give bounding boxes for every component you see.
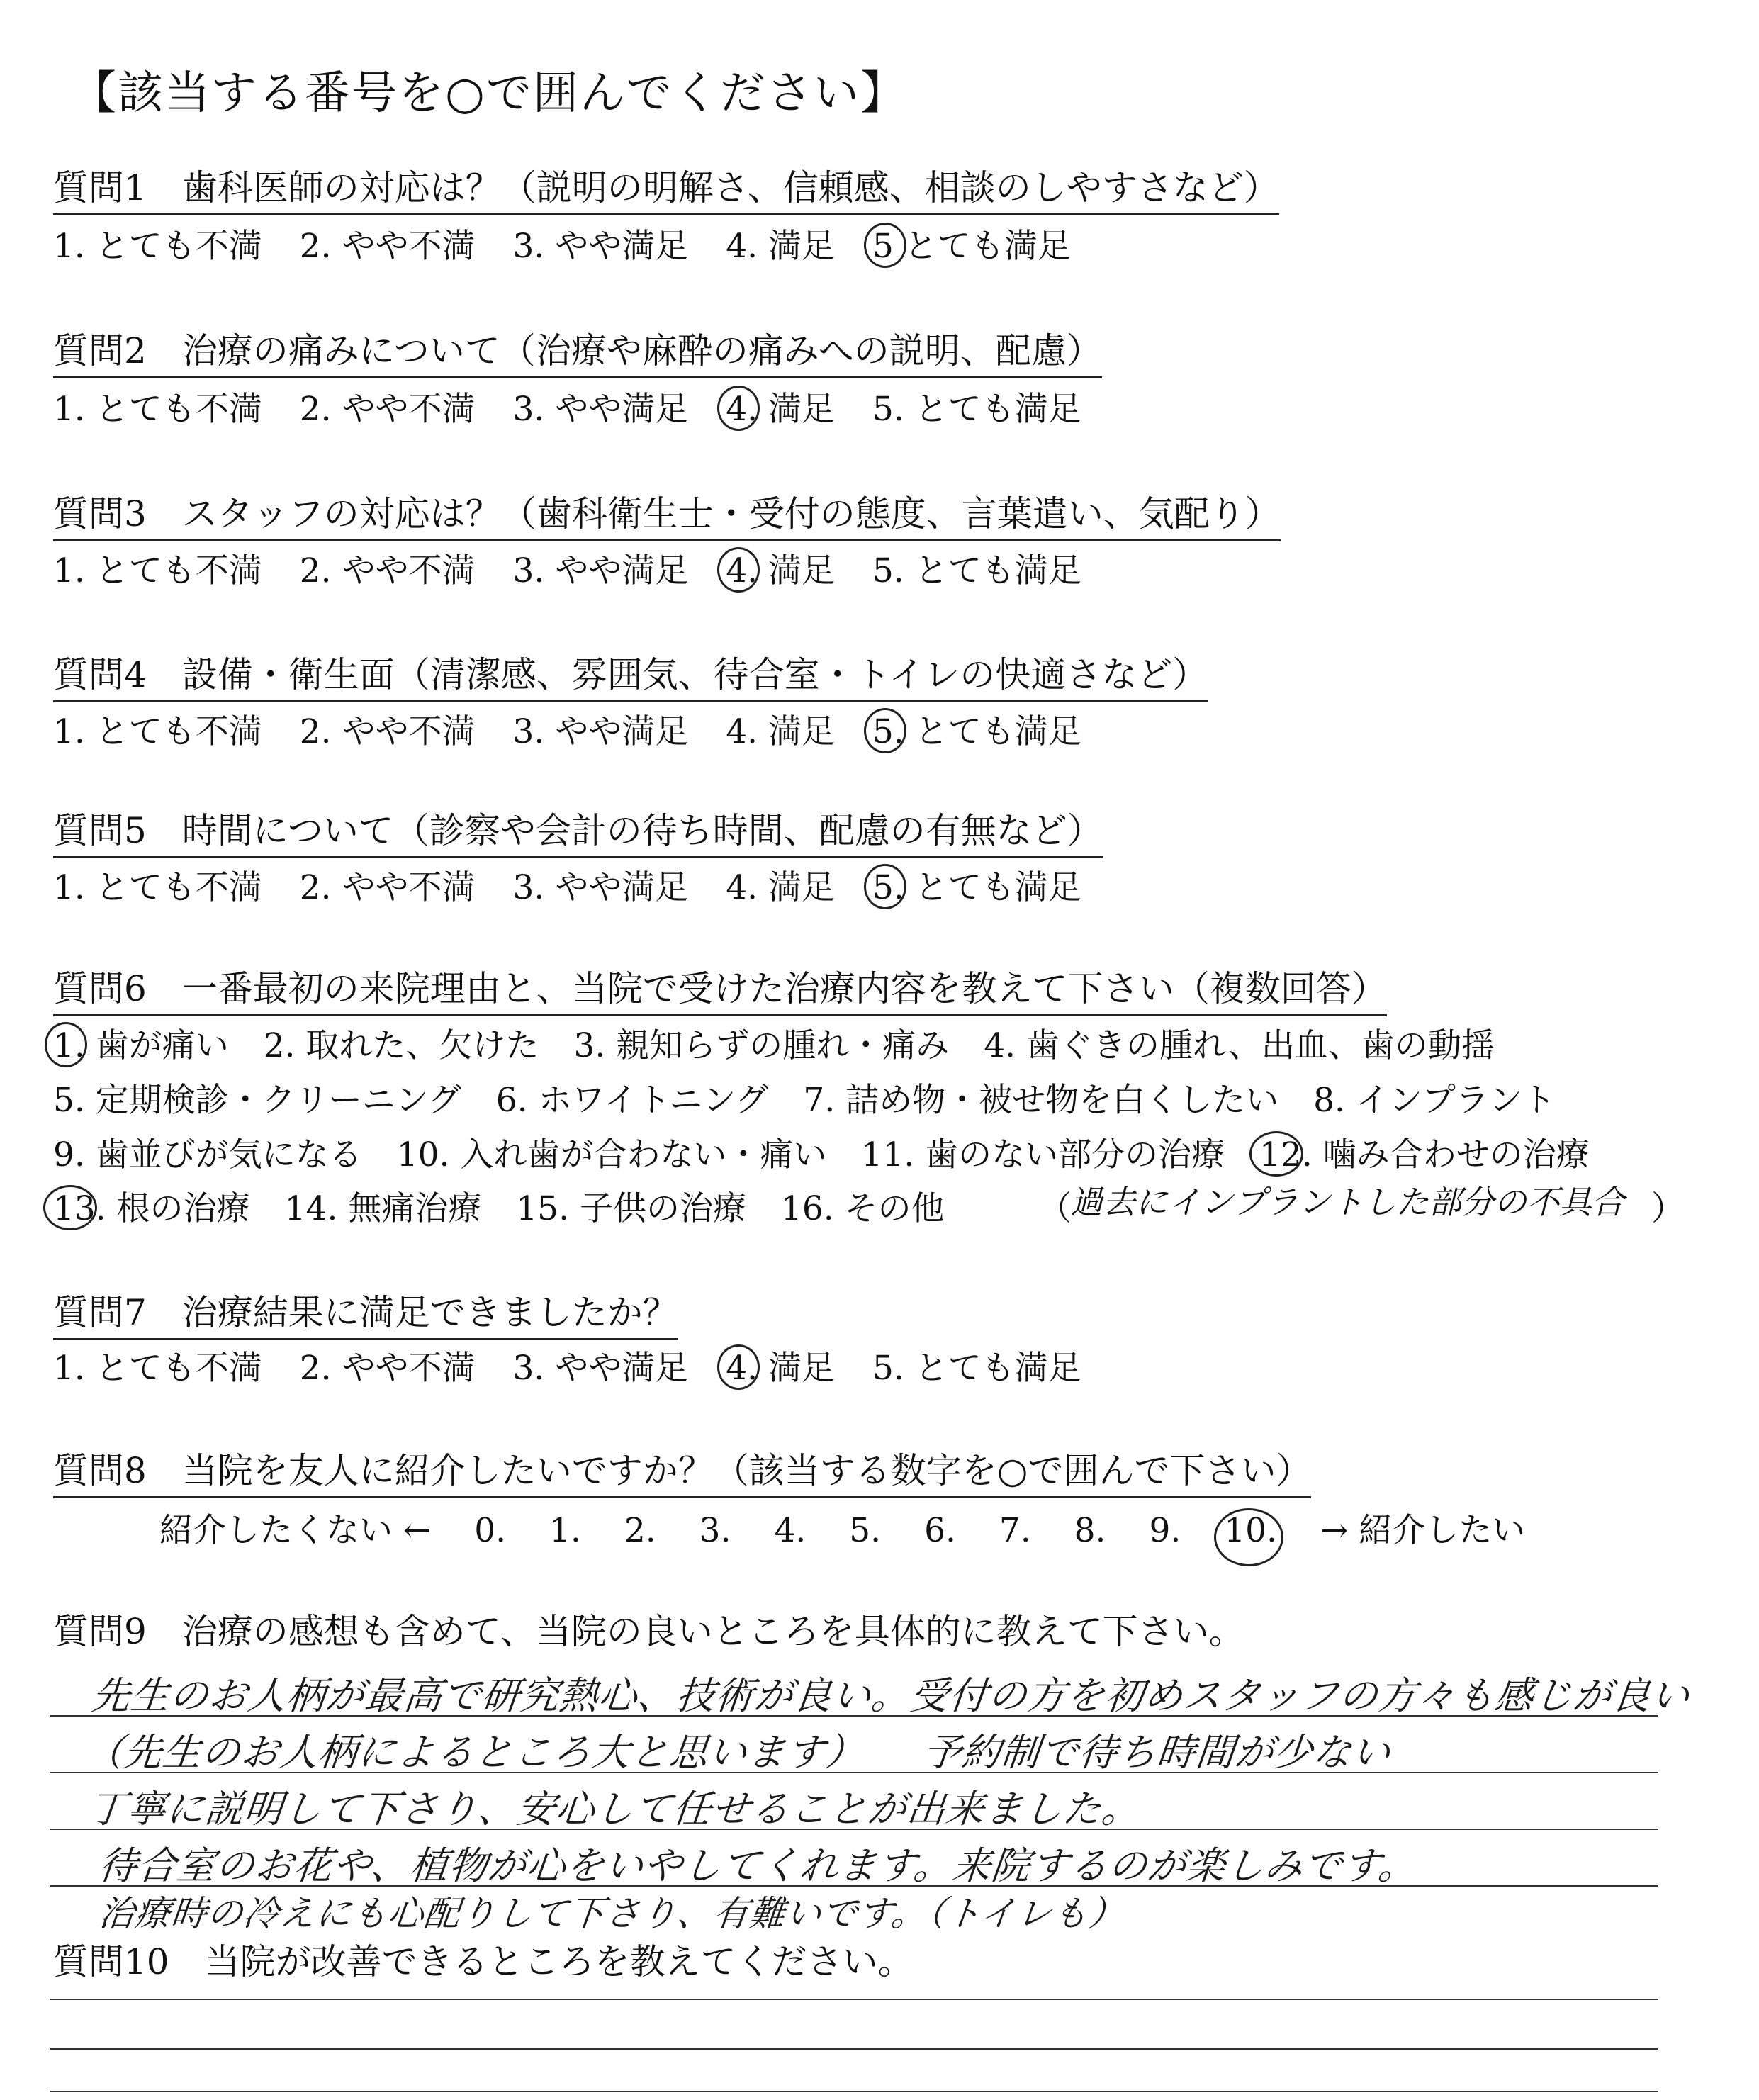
q6-option-6[interactable]: 6. ホワイトニング <box>495 1081 769 1120</box>
q6-option-3[interactable]: 3. 親知らずの腫れ・痛み <box>573 1026 950 1065</box>
q8-text: 当院を友人に紹介したいですか？（該当する数字を○で囲んで下さい） <box>181 1450 1312 1491</box>
q2-option-2[interactable]: 2. やや不満 <box>299 390 476 429</box>
q8-option-0[interactable]: 0. <box>474 1511 507 1550</box>
q6-row-3 <box>53 1128 1614 1176</box>
q1-label: 質問1 <box>53 167 147 208</box>
q10-answer-line-3[interactable] <box>50 2091 1658 2092</box>
q4-heading <box>53 646 1208 702</box>
q9-answer-text-5[interactable]: 治療時の冷えにも心配りして下さり、有難いです。（トイレも） <box>96 1893 1128 1934</box>
q6-option-14[interactable]: 14. 無痛治療 <box>284 1189 482 1228</box>
q7-option-5[interactable]: 5. とても満足 <box>872 1349 1081 1388</box>
q1-option-1[interactable]: 1. とても不満 <box>53 227 262 266</box>
q6-option-13-selected[interactable]: 13. 根の治療 <box>53 1182 250 1230</box>
q5-option-4[interactable]: 4. 満足 <box>726 868 836 907</box>
q4-option-1[interactable]: 1. とても不満 <box>53 712 262 751</box>
q6-option-4[interactable]: 4. 歯ぐきの腫れ、出血、歯の動揺 <box>984 1026 1495 1065</box>
q9-heading <box>53 1603 1244 1654</box>
q3-text: スタッフの対応は？（歯科衛生士・受付の態度、言葉遣い、気配り） <box>181 493 1281 534</box>
q2-option-5[interactable]: 5. とても満足 <box>872 390 1081 429</box>
q8-option-2[interactable]: 2. <box>624 1511 656 1550</box>
q6-option-11[interactable]: 11. 歯のない部分の治療 <box>861 1135 1225 1174</box>
q8-option-5[interactable]: 5. <box>849 1511 882 1550</box>
q8-option-3[interactable]: 3. <box>699 1511 731 1550</box>
q8-option-8[interactable]: 8. <box>1074 1511 1106 1550</box>
q2-option-1[interactable]: 1. とても不満 <box>53 390 262 429</box>
q8-label: 質問8 <box>53 1450 147 1491</box>
q8-option-10-selected[interactable]: 10. <box>1224 1511 1277 1550</box>
q5-options <box>53 861 1108 909</box>
q10-answer-line-1[interactable] <box>50 1999 1658 2000</box>
q5-option-5-selected[interactable]: 5. とても満足 <box>872 861 1081 909</box>
q1-text: 歯科医師の対応は？（説明の明解さ、信頼感、相談のしやすさなど） <box>181 167 1279 208</box>
q3-option-5[interactable]: 5. とても満足 <box>872 551 1081 590</box>
q6-row-4 <box>53 1182 969 1230</box>
q6-other-close-paren: ） <box>1651 1189 1685 1228</box>
q7-text: 治療結果に満足できましたか？ <box>181 1292 678 1333</box>
q1-option-3[interactable]: 3. やや満足 <box>512 227 689 266</box>
q4-options <box>53 705 1108 753</box>
q8-scale <box>159 1504 1558 1551</box>
q1-options <box>53 220 1098 267</box>
q3-option-1[interactable]: 1. とても不満 <box>53 551 262 590</box>
q6-option-8[interactable]: 8. インプラント <box>1313 1081 1556 1120</box>
q6-text: 一番最初の来院理由と、当院で受けた治療内容を教えて下さい（複数回答） <box>181 968 1387 1009</box>
q1-option-5-selected[interactable]: 5 とても満足 <box>872 220 1071 267</box>
q9-label: 質問9 <box>53 1611 147 1652</box>
q3-label: 質問3 <box>53 493 147 534</box>
q2-option-3[interactable]: 3. やや満足 <box>512 390 689 429</box>
q1-option-2[interactable]: 2. やや不満 <box>299 227 476 266</box>
q6-option-5[interactable]: 5. 定期検診・クリーニング <box>53 1081 461 1120</box>
q9-text: 治療の感想も含めて、当院の良いところを具体的に教えて下さい。 <box>181 1611 1244 1652</box>
q6-option-9[interactable]: 9. 歯並びが気になる <box>53 1135 362 1174</box>
q8-heading <box>53 1442 1311 1498</box>
q8-left-label: 紹介したくない ← <box>159 1511 432 1550</box>
q2-option-4-selected[interactable]: 4. 満足 <box>726 383 835 430</box>
q4-text: 設備・衛生面（清潔感、雰囲気、待合室・トイレの快適さなど） <box>181 654 1208 695</box>
q1-option-4[interactable]: 4. 満足 <box>726 227 836 266</box>
q5-option-2[interactable]: 2. やや不満 <box>299 868 476 907</box>
q9-answer-text-2[interactable]: （先生のお人柄によるところ大と思います） 予約制で待ち時間が少ない <box>82 1730 1393 1775</box>
q3-options <box>53 544 1108 592</box>
q6-row-2 <box>53 1074 1580 1121</box>
q6-other-open-paren: （ <box>1038 1189 1072 1228</box>
q10-answer-line-2[interactable] <box>50 2048 1658 2050</box>
q6-option-16[interactable]: 16. その他 <box>780 1189 945 1228</box>
q6-heading <box>53 960 1387 1016</box>
q4-option-5-selected[interactable]: 5. とても満足 <box>872 705 1081 753</box>
q3-heading <box>53 485 1281 541</box>
q7-option-4-selected[interactable]: 4. 満足 <box>726 1342 835 1389</box>
q5-option-3[interactable]: 3. やや満足 <box>512 868 689 907</box>
q3-option-2[interactable]: 2. やや不満 <box>299 551 476 590</box>
q2-text: 治療の痛みについて（治療や麻酔の痛みへの説明、配慮） <box>181 330 1102 371</box>
q3-option-3[interactable]: 3. やや満足 <box>512 551 689 590</box>
q9-answer-text-3[interactable]: 丁寧に説明して下さり、安心して任せることが出来ました。 <box>86 1787 1143 1831</box>
q5-option-1[interactable]: 1. とても不満 <box>53 868 262 907</box>
q8-option-7[interactable]: 7. <box>999 1511 1031 1550</box>
q10-heading <box>53 1933 914 1984</box>
q6-option-2[interactable]: 2. 取れた、欠けた <box>263 1026 539 1065</box>
q10-text: 当院が改善できるところを教えてください。 <box>204 1941 914 1982</box>
q2-options <box>53 383 1108 430</box>
q6-option-7[interactable]: 7. 詰め物・被せ物を白くしたい <box>803 1081 1279 1120</box>
q7-heading <box>53 1284 678 1340</box>
q6-label: 質問6 <box>53 968 147 1009</box>
q5-label: 質問5 <box>53 810 147 851</box>
q7-option-2[interactable]: 2. やや不満 <box>299 1349 476 1388</box>
q3-option-4-selected[interactable]: 4. 満足 <box>726 544 835 592</box>
q6-option-15[interactable]: 15. 子供の治療 <box>516 1189 746 1228</box>
q5-text: 時間について（診察や会計の待ち時間、配慮の有無など） <box>181 810 1103 851</box>
q4-label: 質問4 <box>53 654 147 695</box>
q4-option-3[interactable]: 3. やや満足 <box>512 712 689 751</box>
q6-option-1-selected[interactable]: 1. 歯が痛い <box>53 1019 229 1067</box>
q7-label: 質問7 <box>53 1292 147 1333</box>
q8-option-9[interactable]: 9. <box>1149 1511 1181 1550</box>
q10-label: 質問10 <box>53 1941 169 1982</box>
q7-option-3[interactable]: 3. やや満足 <box>512 1349 689 1388</box>
q9-answer-text-1[interactable]: 先生のお人柄が最高で研究熱心、技術が良い。受付の方を初めスタッフの方々も感じが良い <box>89 1673 1692 1718</box>
q9-answer-text-4[interactable]: 待合室のお花や、植物が心をいやしてくれます。来院するのが楽しみです。 <box>96 1843 1420 1888</box>
q8-option-1[interactable]: 1. <box>549 1511 581 1550</box>
q8-option-6[interactable]: 6. <box>924 1511 956 1550</box>
q6-row-1 <box>53 1019 1519 1067</box>
q2-label: 質問2 <box>53 330 147 371</box>
q4-option-2[interactable]: 2. やや不満 <box>299 712 476 751</box>
page-title: 【該当する番号を○で囲んでください】 <box>71 67 907 120</box>
q7-option-1[interactable]: 1. とても不満 <box>53 1349 262 1388</box>
q6-option-12-selected[interactable]: 12. 噛み合わせの治療 <box>1259 1128 1590 1176</box>
q8-option-4[interactable]: 4. <box>774 1511 807 1550</box>
q8-right-label: → 紹介したい <box>1320 1511 1526 1550</box>
q2-heading <box>53 322 1102 378</box>
q1-heading <box>53 159 1279 215</box>
q7-options <box>53 1342 1108 1389</box>
q6-option-10[interactable]: 10. 入れ歯が合わない・痛い <box>396 1135 827 1174</box>
q6-other-answer[interactable]: 過去にインプラントした部分の不具合 <box>1070 1183 1624 1221</box>
q4-option-4[interactable]: 4. 満足 <box>726 712 836 751</box>
q5-heading <box>53 802 1103 858</box>
